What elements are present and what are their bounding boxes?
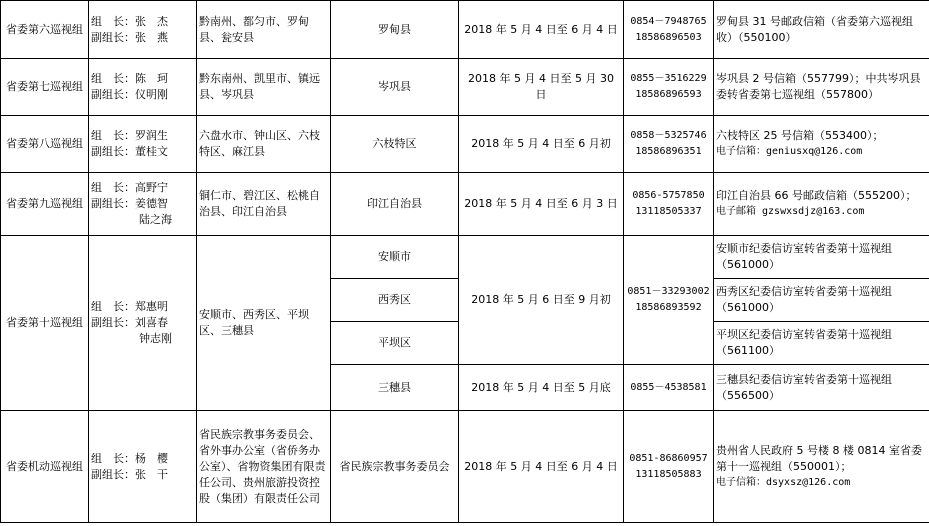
stationed-place: 印江自治县 <box>331 173 459 236</box>
stationed-place: 西秀区 <box>331 279 459 322</box>
table-row <box>1 59 929 116</box>
email-address: 电子信箱：geniusxq@126.com <box>716 146 863 157</box>
email-address: 电子邮箱 gzswxsdjz@163.com <box>716 206 865 217</box>
mailbox: 六枝特区 25 号信箱（553400）； <box>716 129 884 142</box>
inspected-units: 安顺市、西秀区、平坝区、三穗县 <box>197 236 331 411</box>
leader: 副组长：仪明刚 <box>91 88 168 101</box>
leader: 副组长：张 燕 <box>91 30 168 44</box>
inspected-units: 黔南州、都匀市、罗甸县、瓮安县 <box>197 1 331 59</box>
inspection-period: 2018 年 5 月 4 日至 6 月 4 日 <box>459 1 624 59</box>
stationed-place: 罗甸县 <box>331 1 459 59</box>
leaders <box>89 1 197 59</box>
mailbox: 安顺市纪委信访室转省委第十巡视组（561000） <box>714 236 929 279</box>
phone-cell <box>624 1 714 59</box>
group-name: 省委第八巡视组 <box>1 116 89 173</box>
mailbox-cell <box>714 411 929 523</box>
group-name: 省委第七巡视组 <box>1 59 89 116</box>
phone-cell <box>624 411 714 523</box>
stationed-place: 三穗县 <box>331 365 459 411</box>
mailbox-cell <box>714 116 929 173</box>
leaders <box>89 116 197 173</box>
phone-cell <box>624 59 714 116</box>
leader: 组 长：高野宁 <box>91 181 168 194</box>
phone-number: 18586896503 <box>635 31 702 43</box>
leaders <box>89 411 197 523</box>
phone-number: 0855－4538581 <box>630 381 707 393</box>
leader: 陆之海 <box>139 213 172 226</box>
phone-number: 13118505337 <box>635 206 702 217</box>
leader: 副组长：刘喜春 <box>91 316 168 329</box>
table-row <box>1 116 929 173</box>
phone-cell <box>624 365 714 411</box>
inspected-units: 铜仁市、碧江区、松桃自治县、印江自治县 <box>197 173 331 236</box>
phone-number: 0851-86860957 <box>629 452 708 464</box>
table-row <box>1 173 929 236</box>
mailbox: 三穗县纪委信访室转省委第十巡视组（556500） <box>714 365 929 411</box>
leader: 组 长：罗润生 <box>91 129 168 142</box>
phone-number: 18586896593 <box>635 89 702 100</box>
leaders <box>89 236 197 411</box>
leader: 副组长：张 干 <box>91 467 168 481</box>
stationed-place: 平坝区 <box>331 322 459 365</box>
leader: 副组长：姜德智 <box>91 197 168 210</box>
stationed-place: 岑巩县 <box>331 59 459 116</box>
phone-cell <box>624 173 714 236</box>
leaders <box>89 173 197 236</box>
phone-number: 18586893592 <box>635 302 702 313</box>
phone-number: 0851－33293002 <box>627 286 710 297</box>
inspection-period: 2018 年 5 月 6 日至 9 月初 <box>459 236 624 365</box>
inspection-period: 2018 年 5 月 4 日至 5 月底 <box>459 365 624 411</box>
leader: 组 长：陈 珂 <box>91 72 168 85</box>
phone-number: 18586896351 <box>635 146 702 157</box>
table-row <box>1 1 929 59</box>
phone-cell <box>624 116 714 173</box>
phone-number: 0858－5325746 <box>630 130 707 141</box>
phone-number: 0854－7948765 <box>630 15 707 27</box>
inspection-period: 2018 年 5 月 4 日至 5 月 30 日 <box>459 59 624 116</box>
leader: 组 长：张 杰 <box>91 14 168 28</box>
table-row <box>1 236 929 279</box>
group-name: 省委第九巡视组 <box>1 173 89 236</box>
mailbox: 岑巩县 2 号信箱（557799）；中共岑巩县委转省委第七巡视组（557800） <box>714 59 929 116</box>
mailbox: 西秀区纪委信访室转省委第十巡视组（561000） <box>714 279 929 322</box>
leaders <box>89 59 197 116</box>
stationed-place: 六枝特区 <box>331 116 459 173</box>
leader: 组 长：杨 樱 <box>91 451 168 465</box>
inspected-units: 六盘水市、钟山区、六枝特区、麻江县 <box>197 116 331 173</box>
phone-number: 0856-5757850 <box>632 190 705 201</box>
mailbox: 印江自治县 66 号邮政信箱（555200）； <box>716 189 917 202</box>
stationed-place: 安顺市 <box>331 236 459 279</box>
table-row <box>1 411 929 523</box>
leader: 副组长：董桂文 <box>91 145 168 158</box>
inspected-units: 黔东南州、凯里市、镇远县、岑巩县 <box>197 59 331 116</box>
mailbox: 贵州省人民政府 5 号楼 8 楼 0814 室省委第十一巡视组（550001）； <box>716 443 922 473</box>
mailbox-cell <box>714 173 929 236</box>
inspection-period: 2018 年 5 月 4 日至 6 月初 <box>459 116 624 173</box>
leader: 钟志刚 <box>139 332 172 345</box>
mailbox: 平坝区纪委信访室转省委第十巡视组（561100） <box>714 322 929 365</box>
stationed-place: 省民族宗教事务委员会 <box>331 411 459 523</box>
group-name: 省委第十巡视组 <box>1 236 89 411</box>
phone-number: 0855－3516229 <box>630 73 707 84</box>
leader: 组 长：郑惠明 <box>91 300 168 313</box>
inspected-units: 省民族宗教事务委员会、省外事办公室（省侨务办公室）、省物资集团有限责任公司、贵州旅游投资控股（集团）有限责任公司 <box>197 411 331 523</box>
inspection-period: 2018 年 5 月 4 日至 6 月 4 日 <box>459 411 624 523</box>
phone-cell <box>624 236 714 365</box>
group-name: 省委机动巡视组 <box>1 411 89 523</box>
email-address: 电子信箱：dsyxsz@126.com <box>716 476 851 488</box>
phone-number: 13118505883 <box>635 468 702 480</box>
inspection-period: 2018 年 5 月 4 日至 6 月 3 日 <box>459 173 624 236</box>
group-name: 省委第六巡视组 <box>1 1 89 59</box>
mailbox: 罗甸县 31 号邮政信箱（省委第六巡视组收）（550100） <box>714 1 929 59</box>
